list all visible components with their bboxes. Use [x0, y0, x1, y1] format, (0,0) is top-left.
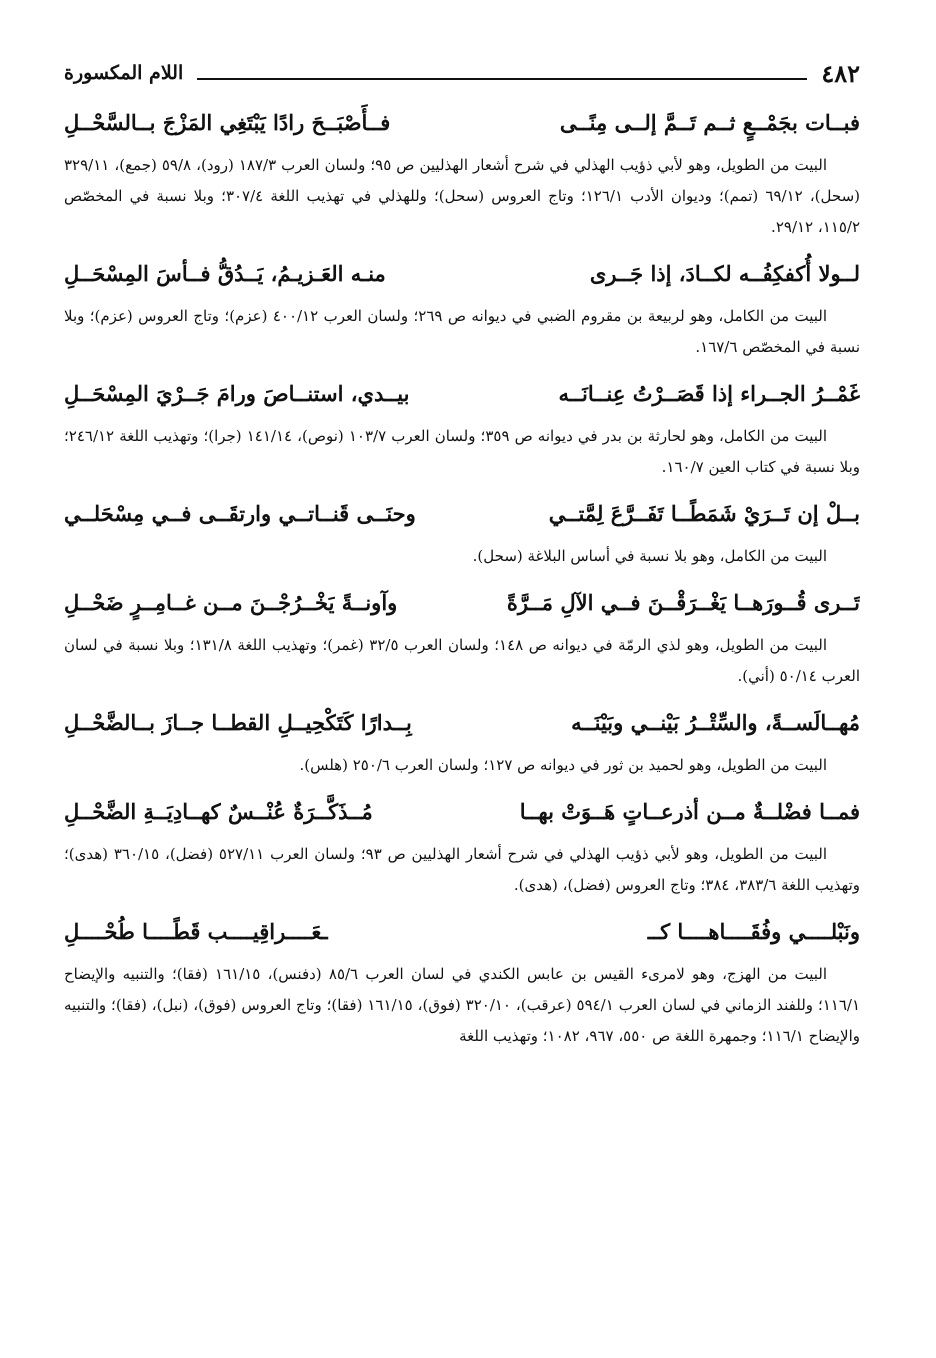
verse-first-hemistich: لــولا أُكفكِفُــه لكــادَ، إذا جَــرى: [589, 261, 860, 286]
verse-line: [64, 696, 860, 750]
verse-first-hemistich: ونَبْلــــي وفُقَــــاهــــا كــ: [647, 919, 860, 944]
verse-line: [64, 487, 860, 541]
verse-commentary: البيت من الكامل، وهو بلا نسبة في أساس البلاغة (سحل).: [472, 547, 827, 565]
verse-line: [64, 247, 860, 301]
verse-first-hemistich: فمــا فضْلــةٌ مــن أذرعــاتٍ هَــوَتْ بهــا: [519, 799, 860, 824]
running-title: اللام المكسورة: [64, 62, 184, 84]
header-rule: [197, 78, 807, 80]
verse-second-hemistich: مُــذَكَّــرَةٌ عُنْــسٌ كهــادِيَــةِ الضَّحْــلِ: [64, 799, 373, 824]
verse-commentary: البيت من الطويل، وهو لذي الرمّة في ديوانه ص ١٤٨؛ ولسان العرب ٣٢/٥ (غمر)؛ وتهذيب اللغة ١٣١/٨؛ وبلا نسبة في لسان العرب ٥٠/١٤ (أني).: [64, 636, 860, 685]
verse-commentary: البيت من الطويل، وهو لأبي ذؤيب الهذلي في شرح أشعار الهذليين ص ٩٥؛ ولسان العرب ١٨٧/٣ (رود)، ٥٩/٨ (جمع)، ٣٢٩/١١ (سحل)، ٦٩/١٢ (تمم)؛ وديوان الأدب ١٢٦/١؛ وتاج العروس (سحل)؛ وللهذلي في تهذيب اللغة ٣٠٧/٤؛ وبلا نسبة في المخصّص ١١٥/٢، ٢٩/١٢.: [64, 156, 860, 236]
poem-entry: [64, 487, 860, 572]
verse-line: [64, 905, 860, 959]
verse-second-hemistich: منـه العَـزيـمُ، يَــدُقُّ فــأسَ المِسْحَــلِ: [64, 261, 386, 286]
poem-entry: [64, 367, 860, 483]
verse-line: [64, 96, 860, 150]
page-body: [64, 96, 860, 1056]
verse-line: [64, 785, 860, 839]
verse-second-hemistich: بِــدارًا كَتَكْحِيــلِ القطــا جــازَ بــالضَّحْــلِ: [64, 710, 412, 735]
verse-commentary: البيت من الهزج، وهو لامرىء القيس بن عابس الكندي في لسان العرب ٨٥/٦ (دفنس)، ١٦١/١٥ (فقا)؛ والتنبيه والإيضاح ١١٦/١؛ وللفند الزماني في لسان العرب ٥٩٤/١ (عرقب)، ٣٢٠/١٠ (فوق)، ١٦١/١٥ (فقا)؛ وتاج العروس (فوق)، (نبل)، (فقا)؛ والتنبيه والإيضاح ١١٦/١؛ وجمهرة اللغة ص ٥٥٠، ٩٦٧، ١٠٨٢؛ وتهذيب اللغة: [64, 965, 861, 1045]
verse-commentary: البيت من الطويل، وهو لأبي ذؤيب الهذلي في شرح أشعار الهذليين ص ٩٣؛ ولسان العرب ٥٢٧/١١ (فضل)، ٣٦٠/١٥ (هدى)؛ وتهذيب اللغة ٣٨٣/٦، ٣٨٤؛ وتاج العروس (فضل)، (هدى).: [64, 845, 860, 894]
poem-entry: [64, 576, 860, 692]
verse-line: [64, 576, 860, 630]
verse-line: [64, 367, 860, 421]
verse-commentary: البيت من الكامل، وهو لحارثة بن بدر في ديوانه ص ٣٥٩؛ ولسان العرب ١٠٣/٧ (نوص)، ١٤١/١٤ (جرا)؛ وتهذيب اللغة ٢٤٦/١٢؛ وبلا نسبة في كتاب العين ١٦٠/٧.: [64, 427, 860, 476]
verse-second-hemistich: وحنَــى قَنــاتــي وارتقَــى فــي مِسْحَلــي: [64, 501, 416, 526]
verse-first-hemistich: فبــات بجَمْــعٍ ثــم تَــمَّ إلــى مِنًــى: [559, 110, 860, 135]
verse-first-hemistich: غَمْــرُ الجــراء إذا قَصَــرْتُ عِنــانَــه: [558, 381, 860, 406]
page-number: ٤٨٢: [821, 58, 860, 88]
verse-first-hemistich: تَــرى قُــورَهــا يَغْــرَقْــنَ فــي الآلِ مَــرَّةً: [506, 590, 860, 615]
verse-first-hemistich: بــلْ إن تَــرَيْ شَمَطًــا تَفَــرَّعَ لِمَّتــي: [548, 501, 860, 526]
verse-commentary: البيت من الكامل، وهو لربيعة بن مقروم الضبي في ديوانه ص ٢٦٩؛ ولسان العرب ٤٠٠/١٢ (عزم)؛ وتاج العروس (عزم)؛ وبلا نسبة في المخصّص ١٦٧/٦.: [64, 307, 860, 356]
verse-first-hemistich: مُهــالَســةً، والسِّتْــرُ بَيْنــي وبَيْنَــه: [571, 710, 860, 735]
poem-entry: [64, 785, 860, 901]
verse-second-hemistich: بيــدي، استنــاصَ ورامَ جَــرْيَ المِسْحَــلِ: [64, 381, 410, 406]
page-header: [64, 56, 860, 90]
poem-entry: [64, 905, 860, 1052]
poem-entry: [64, 247, 860, 363]
poem-entry: [64, 96, 860, 243]
verse-commentary: البيت من الطويل، وهو لحميد بن ثور في ديوانه ص ١٢٧؛ ولسان العرب ٢٥٠/٦ (هلس).: [299, 756, 827, 774]
verse-second-hemistich: فــأَصْبَــحَ رادًا يَبْتَغِي المَزْجَ بــالسَّحْــلِ: [64, 110, 391, 135]
verse-second-hemistich: وآونــةً يَخْــرُجْــنَ مــن غــامِــرٍ ضَحْــلِ: [64, 590, 398, 615]
poem-entry: [64, 696, 860, 781]
verse-second-hemistich: ـعَــــراقِيــــب قَطًــــا طُحْــــلِ: [64, 919, 328, 944]
